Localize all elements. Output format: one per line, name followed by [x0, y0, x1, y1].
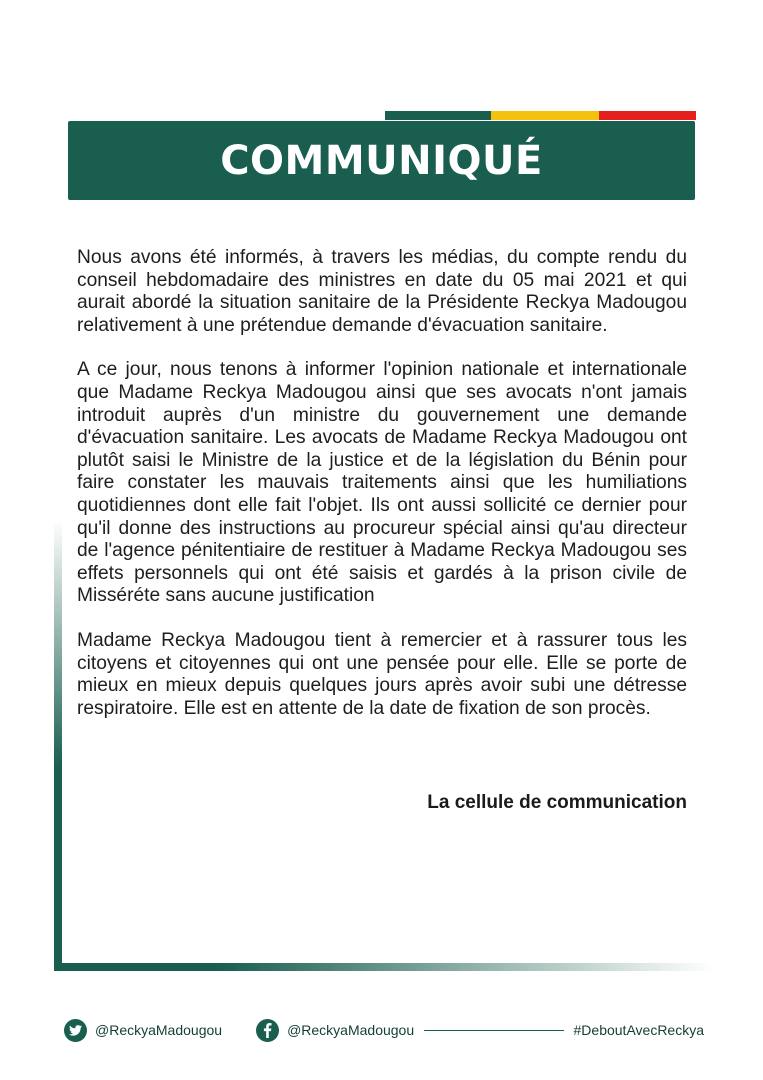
left-frame-border [54, 520, 62, 971]
twitter-handle: @ReckyaMadougou [95, 1022, 223, 1038]
paragraph-2: A ce jour, nous tenons à informer l'opinion nationale et internationale que Madame Reckya Madougou ainsi que ses avocats n'ont jamais introduit auprès d'un ministre du gouvernement une demande d'évacuation sanitaire. Les avocats de Madame Reckya Madougou ont plutôt saisi le Ministre de la justice et de la législation du Bénin pour faire constater les mauvais traitements ainsi que les humiliations quotidiennes dont elle fait l'objet. Ils ont aussi sollicité ce dernier pour qu'il donne des instructions au procureur spécial ainsi qu'au directeur de l'agence pénitentiaire de restituer à Madame Reckya Madougou ses effets personnels qui ont été saisis et gardés à la prison civile de Misséréte sans aucune justification [77, 359, 687, 607]
strip-yellow-segment [491, 111, 599, 120]
signature: La cellule de communication [427, 792, 687, 813]
hashtag[interactable]: #DeboutAvecReckya [573, 1022, 704, 1038]
bottom-frame-border [54, 963, 714, 971]
facebook-handle: @ReckyaMadougou [287, 1022, 415, 1038]
title-banner [68, 121, 695, 200]
facebook-link[interactable] [256, 1019, 414, 1042]
footer [64, 1017, 704, 1043]
paragraph-1: Nous avons été informés, à travers les médias, du compte rendu du conseil hebdomadaire des ministres en date du 05 mai 2021 et qui aurait abordé la situation sanitaire de la Présidente Reckya Madougou relativement à une prétendue demande d'évacuation sanitaire. [77, 247, 687, 336]
page-title: COMMUNIQUÉ [220, 137, 543, 184]
flag-color-strip [385, 111, 696, 120]
strip-red-segment [599, 111, 696, 120]
strip-green-segment [385, 111, 491, 120]
paragraph-3: Madame Reckya Madougou tient à remercier et à rassurer tous les citoyens et citoyennes qui ont une pensée pour elle. Elle se porte de mieux en mieux depuis quelques jours après avoir subi une détresse respiratoire. Elle est en attente de la date de fixation de son procès. [77, 629, 687, 719]
twitter-icon [64, 1019, 87, 1042]
communique-body [77, 247, 687, 742]
twitter-link[interactable] [64, 1019, 222, 1042]
footer-divider-line [424, 1030, 563, 1031]
facebook-icon [256, 1019, 279, 1042]
